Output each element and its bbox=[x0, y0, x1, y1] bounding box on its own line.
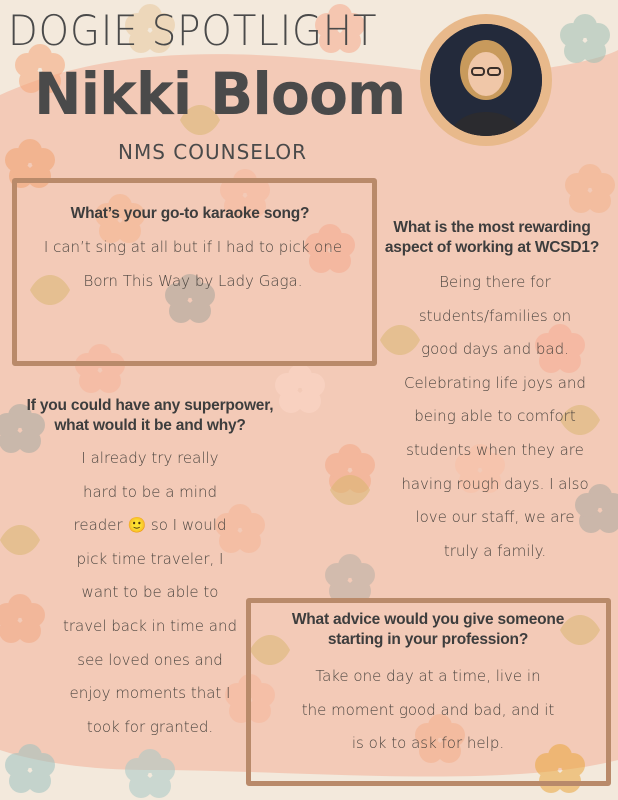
answer-advice: Take one day at a time, live in the moment good and bad, and it is ok to ask for help. bbox=[301, 667, 555, 753]
person-role: NMS COUNSELOR bbox=[118, 140, 307, 164]
spotlight-title: DOGIE SPOTLIGHT bbox=[8, 6, 378, 55]
question-rewarding: What is the most rewarding aspect of working at WCSD1? bbox=[384, 219, 600, 256]
question-karaoke: What’s your go-to karaoke song? bbox=[70, 205, 310, 222]
answer-rewarding: Being there for students/families on good days and bad. Celebrating life joys and being able to comfort students when they are having rough days. I also love our staff, we are truly a family. bbox=[401, 273, 589, 560]
profile-photo bbox=[420, 14, 552, 146]
person-name: Nikki Bloom bbox=[34, 60, 406, 128]
answer-karaoke: I can’t sing at all but if I had to pick one Born This Way by Lady Gaga. bbox=[43, 238, 343, 290]
question-superpower: If you could have any superpower, what would it be and why? bbox=[26, 397, 274, 434]
answer-superpower: I already try really hard to be a mind reader 🙂 so I would pick time traveler, I want to be able to travel back in time and see loved ones and enjoy moments that I took for granted. bbox=[62, 449, 238, 736]
question-advice: What advice would you give someone starting in your profession? bbox=[291, 611, 565, 648]
